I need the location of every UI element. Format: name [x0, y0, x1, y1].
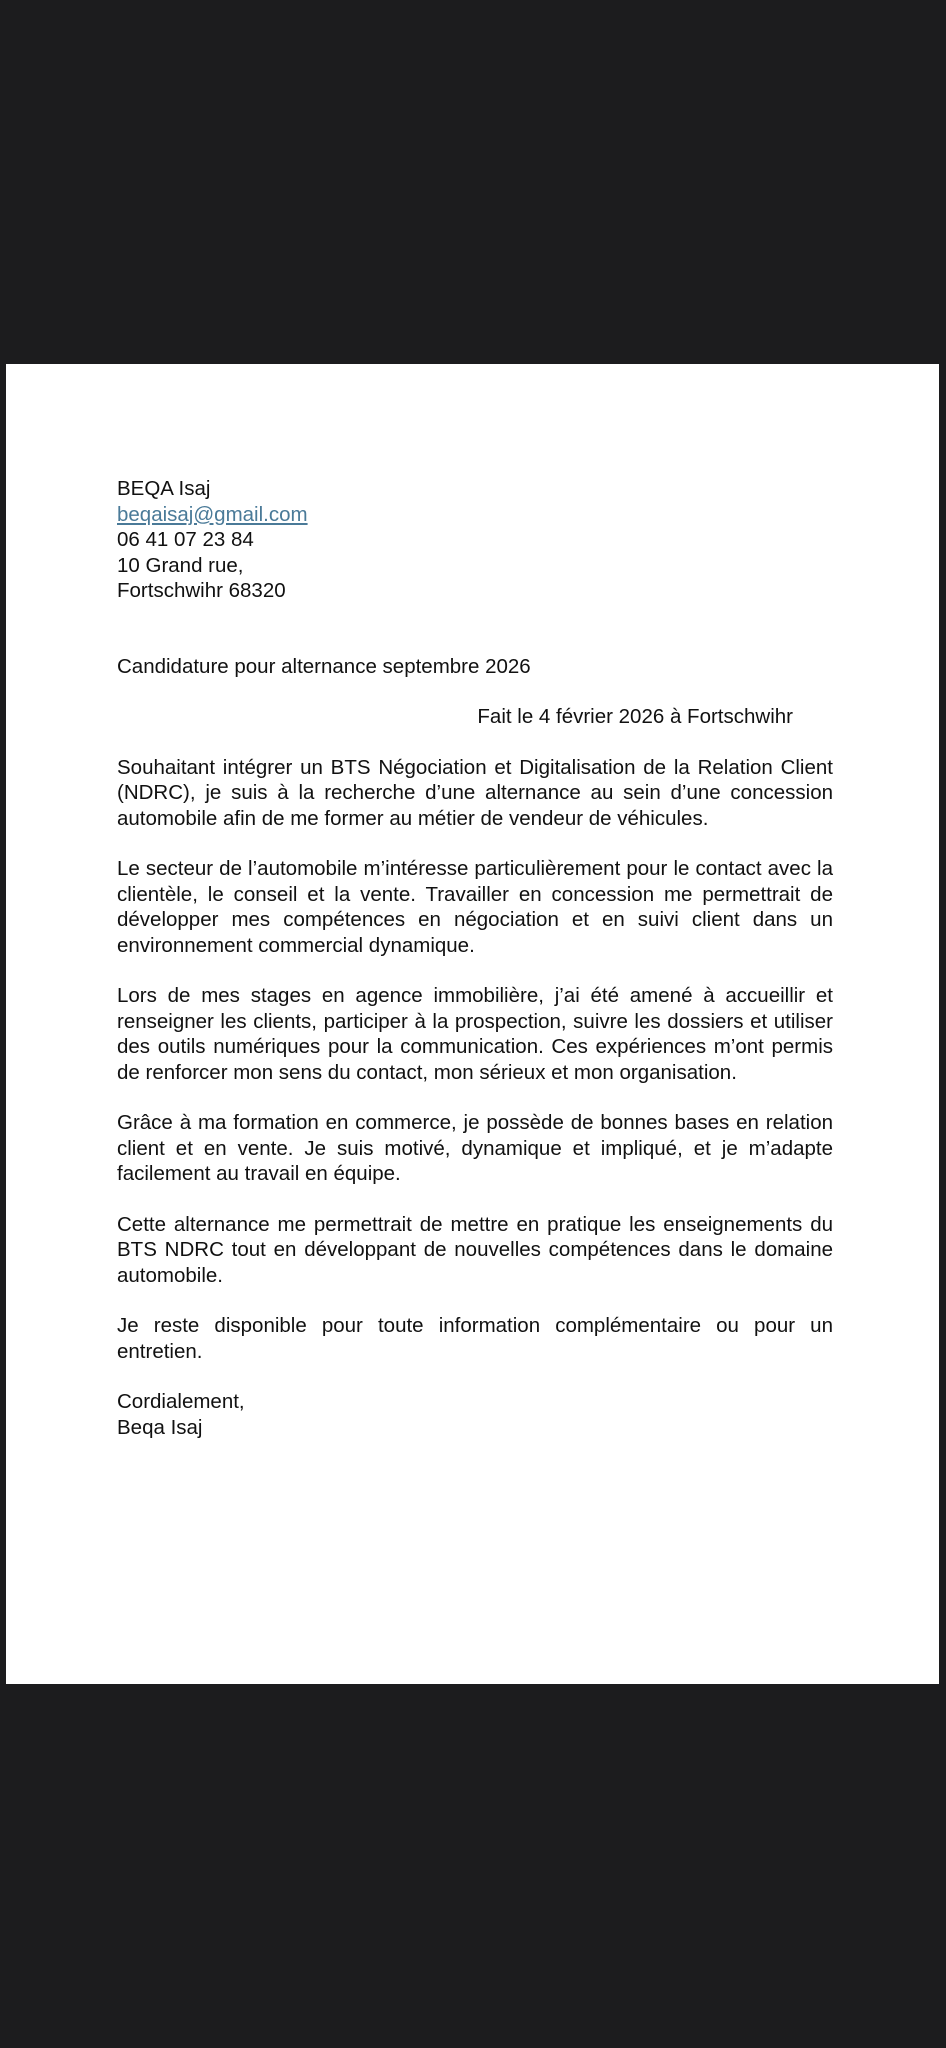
letter-date: Fait le 4 février 2026 à Fortschwihr — [477, 705, 793, 728]
sender-name: BEQA Isaj — [117, 477, 211, 500]
sender-phone: 06 41 07 23 84 — [117, 528, 254, 551]
sender-street: 10 Grand rue, — [117, 553, 244, 577]
closing-block — [117, 1389, 833, 1440]
sender-block — [117, 476, 833, 604]
paragraph-qualities: Grâce à ma formation en commerce, je possède de bonnes bases en relation client et en vente. Je suis motivé, dynamique et impliqué, et je m’adapte facilement au travail en équipe. — [117, 1111, 833, 1185]
closing-salutation: Cordialement, — [117, 1390, 245, 1413]
paragraph-motivation: Le secteur de l’automobile m’intéresse particulièrement pour le contact avec la clientèle, le conseil et la vente. Travailler en concession me permettrait de développer mes compétences en négociation et en suivi client dans un environnement commercial dynamique. — [117, 857, 833, 957]
paragraph-experience: Lors de mes stages en agence immobilière, j’ai été amené à accueillir et renseigner les clients, participer à la prospection, suivre les dossiers et utiliser des outils numériques pour la communication. Ces expériences m’ont permis de renforcer mon sens du contact, mon sérieux et mon organisation. — [117, 984, 833, 1084]
paragraph-goals: Cette alternance me permettrait de mettre en pratique les enseignements du BTS NDRC tout en développant de nouvelles compétences dans le domaine automobile. — [117, 1212, 833, 1287]
letter-content — [117, 476, 833, 1440]
closing-signature: Beqa Isaj — [117, 1415, 203, 1439]
sender-city: Fortschwihr 68320 — [117, 579, 286, 602]
paragraph-availability: Je reste disponible pour toute information complémentaire ou pour un entretien. — [117, 1314, 833, 1363]
paragraph-intro: Souhaitant intégrer un BTS Négociation et Digitalisation de la Relation Client (NDRC), je suis à la recherche d’une alternance au sein d’une concession automobile afin de me former au métier de vendeur de véhicules. — [117, 755, 833, 830]
letter-page — [6, 364, 939, 1684]
letter-subject: Candidature pour alternance septembre 2026 — [117, 654, 531, 678]
sender-email-link[interactable]: beqaisaj@gmail.com — [117, 502, 308, 526]
